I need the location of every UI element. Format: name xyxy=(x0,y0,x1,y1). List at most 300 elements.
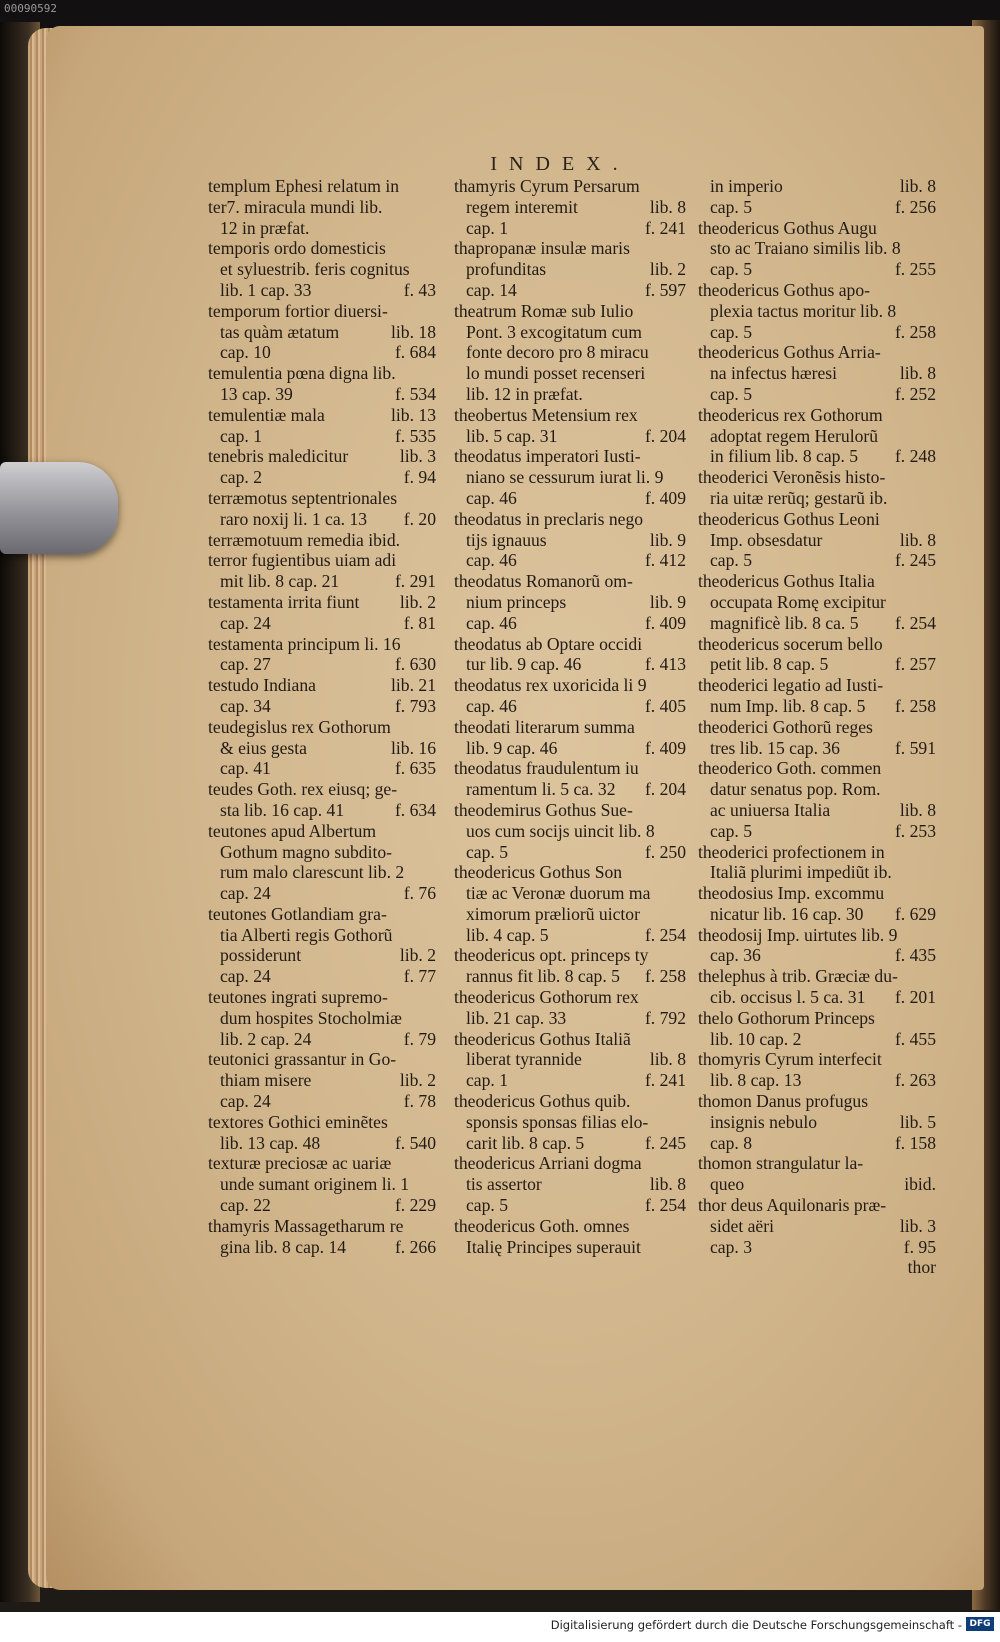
index-entry-line xyxy=(454,1237,686,1258)
index-entry-line xyxy=(454,1008,686,1029)
entry-text: cib. occisus l. 5 ca. 31 xyxy=(710,987,866,1008)
index-entry-line xyxy=(454,634,686,655)
index-entry-line xyxy=(208,197,436,218)
index-entry-line xyxy=(454,717,686,738)
entry-text: theodericus Arriani dogma xyxy=(454,1153,642,1174)
index-entry-line xyxy=(454,509,686,530)
entry-text: plexia tactus moritur lib. 8 xyxy=(710,300,897,321)
index-entry-line xyxy=(454,301,686,322)
entry-ref: lib. 16 xyxy=(391,737,436,758)
entry-text: temulentia pœna digna lib. xyxy=(208,363,396,384)
entry-text: theodericus Gothus Augu xyxy=(698,217,877,238)
entry-text: lo mundi posset recenseri xyxy=(466,363,646,384)
index-entry-line xyxy=(698,738,936,759)
index-entry-line xyxy=(698,467,936,488)
index-entry-line xyxy=(208,176,436,197)
index-entry-line xyxy=(454,1070,686,1091)
index-entry-line xyxy=(698,779,936,800)
entry-text: theoderici Gothorũ reges xyxy=(698,716,873,737)
entry-ref: thor xyxy=(907,1257,936,1278)
entry-text: thomon strangulatur la- xyxy=(698,1153,864,1174)
index-entry-line xyxy=(698,363,936,384)
index-entry-line xyxy=(698,634,936,655)
entry-ref: lib. 8 xyxy=(649,196,686,217)
index-entry-line xyxy=(208,384,436,405)
index-entry-line xyxy=(208,904,436,925)
index-entry-line xyxy=(208,883,436,904)
entry-text: theoderici legatio ad Iusti- xyxy=(698,675,884,696)
index-entry-line xyxy=(698,301,936,322)
dfg-logo: DFG xyxy=(966,1617,994,1631)
index-entry-line xyxy=(698,509,936,530)
index-entry-line xyxy=(208,779,436,800)
entry-ref: f. 258 xyxy=(894,321,936,342)
entry-text: lib. 12 in præfat. xyxy=(466,383,583,404)
index-entry-line xyxy=(454,654,686,675)
index-entry-line xyxy=(454,883,686,904)
entry-ref: f. 412 xyxy=(644,550,686,571)
entry-text: cap. 46 xyxy=(466,487,517,508)
entry-ref: f. 291 xyxy=(394,571,436,592)
entry-ref: lib. 8 xyxy=(899,799,936,820)
entry-text: cap. 22 xyxy=(220,1195,271,1216)
entry-ref: lib. 3 xyxy=(399,446,436,467)
entry-text: theoderici Veronẽsis histo- xyxy=(698,467,886,488)
entry-text: ramentum li. 5 ca. 32 xyxy=(466,779,616,800)
entry-text: teudegislus rex Gothorum xyxy=(208,716,391,737)
index-entry-line xyxy=(454,322,686,343)
index-entry-line xyxy=(454,176,686,197)
entry-text: magnificè lib. 8 ca. 5 xyxy=(710,612,859,633)
index-entry-line xyxy=(454,987,686,1008)
index-entry-line xyxy=(698,966,936,987)
index-entry-line xyxy=(698,945,936,966)
entry-ref: lib. 8 xyxy=(899,176,936,196)
entry-text: terræmotuum remedia ibid. xyxy=(208,529,401,550)
index-entry-line xyxy=(698,1257,936,1278)
index-entry-line xyxy=(698,1112,936,1133)
index-entry-line xyxy=(208,1237,436,1258)
index-entry-line xyxy=(698,696,936,717)
index-entry-line xyxy=(454,925,686,946)
index-entry-line xyxy=(698,446,936,467)
entry-text: carit lib. 8 cap. 5 xyxy=(466,1132,585,1153)
entry-text: tenebris maledicitur xyxy=(208,446,349,467)
entry-text: testamenta principum li. 16 xyxy=(208,633,401,654)
index-entry-line xyxy=(454,1133,686,1154)
entry-text: & eius gesta xyxy=(220,737,307,758)
entry-text: et syluestrib. feris cognitus xyxy=(220,259,410,280)
scan-topbar xyxy=(0,0,1000,28)
entry-text: theodemirus Gothus Sue- xyxy=(454,799,633,820)
entry-ref: f. 793 xyxy=(394,695,436,716)
entry-text: lib. 1 cap. 33 xyxy=(220,279,312,300)
entry-text: templum Ephesi relatum in xyxy=(208,176,400,196)
index-entry-line xyxy=(698,1237,936,1258)
index-entry-line xyxy=(698,530,936,551)
entry-text: Italiã plurimi impediũt ib. xyxy=(710,862,892,883)
entry-text: cap. 34 xyxy=(220,695,271,716)
index-entry-line xyxy=(208,1216,436,1237)
index-entry-line xyxy=(698,842,936,863)
entry-text: Gothum magno subdito- xyxy=(220,841,393,862)
entry-text: teutones apud Albertum xyxy=(208,820,377,841)
entry-text: theodatus fraudulentum iu xyxy=(454,758,639,779)
entry-ref: f. 455 xyxy=(894,1028,936,1049)
index-entry-line xyxy=(208,1091,436,1112)
entry-text: cap. 46 xyxy=(466,612,517,633)
entry-ref: f. 597 xyxy=(644,279,686,300)
index-entry-line xyxy=(454,800,686,821)
index-entry-line xyxy=(454,945,686,966)
entry-ref: lib. 8 xyxy=(649,1049,686,1070)
index-column-3 xyxy=(698,176,936,1278)
entry-text: theodericus rex Gothorum xyxy=(698,404,883,425)
entry-text: tiæ ac Veronæ duorum ma xyxy=(466,883,651,904)
scan-id: 00090592 xyxy=(4,2,57,15)
index-entry-line xyxy=(454,280,686,301)
entry-text: ac uniuersa Italia xyxy=(710,799,831,820)
entry-text: sto ac Traiano similis lib. 8 xyxy=(710,238,901,259)
entry-text: theodericus Gothus apo- xyxy=(698,279,870,300)
index-entry-line xyxy=(698,197,936,218)
index-column-2 xyxy=(454,176,686,1257)
entry-ref: f. 534 xyxy=(394,383,436,404)
entry-ref: f. 540 xyxy=(394,1132,436,1153)
entry-ref: f. 634 xyxy=(394,799,436,820)
entry-ref: f. 792 xyxy=(644,1007,686,1028)
index-entry-line xyxy=(698,883,936,904)
digitization-footer xyxy=(0,1612,1000,1642)
index-entry-line xyxy=(208,1174,436,1195)
entry-text: sta lib. 16 cap. 41 xyxy=(220,799,345,820)
entry-text: mit lib. 8 cap. 21 xyxy=(220,571,340,592)
index-entry-line xyxy=(454,446,686,467)
entry-text: thelephus à trib. Græciæ du- xyxy=(698,966,898,987)
entry-text: cap. 1 xyxy=(466,217,509,238)
entry-text: theodatus Romanorũ om- xyxy=(454,571,633,592)
index-entry-line xyxy=(454,592,686,613)
index-entry-line xyxy=(454,821,686,842)
entry-ref: lib. 2 xyxy=(399,945,436,966)
entry-ref: lib. 8 xyxy=(899,363,936,384)
index-entry-line xyxy=(454,571,686,592)
entry-text: nicatur lib. 16 cap. 30 xyxy=(710,903,864,924)
entry-text: theodericus Gothus Italiã xyxy=(454,1028,631,1049)
index-entry-line xyxy=(454,405,686,426)
entry-ref: f. 43 xyxy=(403,279,436,300)
entry-text: testudo Indiana xyxy=(208,675,316,696)
entry-text: cap. 1 xyxy=(466,1070,509,1091)
entry-ref: lib. 3 xyxy=(899,1215,936,1236)
entry-text: cap. 5 xyxy=(466,1195,509,1216)
entry-ref: lib. 5 xyxy=(899,1111,936,1132)
entry-ref: f. 245 xyxy=(644,1132,686,1153)
index-entry-line xyxy=(208,509,436,530)
index-entry-line xyxy=(698,1049,936,1070)
index-entry-line xyxy=(698,1091,936,1112)
index-entry-line xyxy=(454,218,686,239)
index-entry-line xyxy=(208,488,436,509)
entry-ref: f. 629 xyxy=(894,903,936,924)
entry-ref: f. 409 xyxy=(644,487,686,508)
index-entry-line xyxy=(208,821,436,842)
index-entry-line xyxy=(208,862,436,883)
index-entry-line xyxy=(454,904,686,925)
index-entry-line xyxy=(454,1049,686,1070)
index-entry-line xyxy=(698,238,936,259)
index-entry-line xyxy=(454,197,686,218)
entry-text: lib. 13 cap. 48 xyxy=(220,1132,321,1153)
index-entry-line xyxy=(698,426,936,447)
entry-text: tia Alberti regis Gothorũ xyxy=(220,924,393,945)
entry-text: raro noxij li. 1 ca. 13 xyxy=(220,508,368,529)
entry-text: liberat tyrannide xyxy=(466,1049,582,1070)
entry-text: textores Gothici eminẽtes xyxy=(208,1111,388,1132)
entry-text: num Imp. lib. 8 cap. 5 xyxy=(710,695,866,716)
entry-text: cap. 46 xyxy=(466,550,517,571)
entry-text: na infectus hæresi xyxy=(710,363,838,384)
entry-text: adoptat regem Herulorũ xyxy=(710,425,879,446)
index-entry-line xyxy=(208,467,436,488)
entry-ref: f. 591 xyxy=(894,737,936,758)
entry-text: cap. 5 xyxy=(710,259,753,280)
entry-text: cap. 41 xyxy=(220,758,271,779)
entry-text: theodericus socerum bello xyxy=(698,633,883,654)
index-entry-line xyxy=(454,1029,686,1050)
entry-text: theodericus Gothus quib. xyxy=(454,1091,631,1112)
index-entry-line xyxy=(208,717,436,738)
index-entry-line xyxy=(454,1216,686,1237)
entry-text: lib. 9 cap. 46 xyxy=(466,737,558,758)
index-entry-line xyxy=(698,280,936,301)
index-entry-line xyxy=(208,592,436,613)
index-entry-line xyxy=(208,363,436,384)
entry-ref: f. 535 xyxy=(394,425,436,446)
index-entry-line xyxy=(208,1153,436,1174)
entry-ref: f. 684 xyxy=(394,342,436,363)
entry-text: temulentiæ mala xyxy=(208,404,325,425)
entry-text: theodericus Gothorum rex xyxy=(454,987,639,1008)
entry-text: theodosij Imp. uirtutes lib. 9 xyxy=(698,924,898,945)
entry-text: ximorum præliorũ uictor xyxy=(466,903,640,924)
entry-text: theodericus opt. princeps ty xyxy=(454,945,649,966)
entry-text: possiderunt xyxy=(220,945,302,966)
entry-ref: f. 245 xyxy=(894,550,936,571)
entry-text: insignis nebulo xyxy=(710,1111,818,1132)
entry-text: sidet aëri xyxy=(710,1215,774,1236)
index-entry-line xyxy=(454,488,686,509)
entry-text: cap. 24 xyxy=(220,1091,271,1112)
entry-text: temporis ordo domesticis xyxy=(208,238,386,259)
index-entry-line xyxy=(698,925,936,946)
index-entry-line xyxy=(454,342,686,363)
entry-text: rum malo clarescunt lib. 2 xyxy=(220,862,405,883)
index-entry-line xyxy=(208,238,436,259)
entry-text: Pont. 3 excogitatum cum xyxy=(466,321,642,342)
entry-text: theodericus Gothus Italia xyxy=(698,571,875,592)
entry-ref: f. 94 xyxy=(403,467,436,488)
index-entry-line xyxy=(208,322,436,343)
index-entry-line xyxy=(698,1216,936,1237)
index-entry-line xyxy=(208,945,436,966)
entry-text: lib. 8 cap. 13 xyxy=(710,1070,802,1091)
index-entry-line xyxy=(208,925,436,946)
entry-text: cap. 1 xyxy=(220,425,263,446)
entry-ref: f. 409 xyxy=(644,737,686,758)
index-entry-line xyxy=(698,1008,936,1029)
entry-text: Imp. obsesdatur xyxy=(710,529,823,550)
entry-text: cap. 46 xyxy=(466,695,517,716)
entry-text: cap. 5 xyxy=(710,550,753,571)
entry-text: lib. 4 cap. 5 xyxy=(466,924,549,945)
entry-text: theodatus in preclaris nego xyxy=(454,508,644,529)
entry-text: tis assertor xyxy=(466,1174,542,1195)
entry-ref: f. 255 xyxy=(894,259,936,280)
entry-ref: f. 635 xyxy=(394,758,436,779)
index-entry-line xyxy=(454,1091,686,1112)
index-entry-line xyxy=(208,634,436,655)
index-entry-line xyxy=(454,1195,686,1216)
index-entry-line xyxy=(698,1029,936,1050)
index-entry-line xyxy=(454,966,686,987)
entry-text: thor deus Aquilonaris præ- xyxy=(698,1195,887,1216)
entry-text: teutones Gotlandiam gra- xyxy=(208,903,387,924)
entry-ref: f. 77 xyxy=(403,966,436,987)
index-entry-line xyxy=(698,550,936,571)
entry-text: queo xyxy=(710,1174,745,1195)
index-entry-line xyxy=(208,675,436,696)
entry-text: cap. 8 xyxy=(710,1132,753,1153)
entry-ref: lib. 8 xyxy=(649,1174,686,1195)
entry-text: nium princeps xyxy=(466,591,567,612)
index-entry-line xyxy=(698,488,936,509)
index-entry-line xyxy=(454,738,686,759)
entry-ref: ibid. xyxy=(904,1174,936,1195)
entry-ref: f. 158 xyxy=(894,1132,936,1153)
entry-ref: f. 409 xyxy=(644,612,686,633)
entry-text: regem interemit xyxy=(466,196,578,217)
entry-text: texturæ preciosæ ac uariæ xyxy=(208,1153,392,1174)
index-entry-line xyxy=(454,675,686,696)
index-entry-line xyxy=(208,280,436,301)
entry-text: datur senatus pop. Rom. xyxy=(710,779,881,800)
index-entry-line xyxy=(698,862,936,883)
index-entry-line xyxy=(698,758,936,779)
entry-ref: f. 413 xyxy=(644,654,686,675)
entry-text: ria uitæ rerũq; gestarũ ib. xyxy=(710,487,888,508)
index-entry-line xyxy=(698,259,936,280)
entry-text: thamyris Cyrum Persarum xyxy=(454,176,640,196)
index-entry-line xyxy=(208,301,436,322)
entry-text: fonte decoro pro 8 miracu xyxy=(466,342,649,363)
entry-text: cap. 27 xyxy=(220,654,271,675)
index-entry-line xyxy=(698,571,936,592)
index-entry-line xyxy=(698,1153,936,1174)
index-entry-line xyxy=(208,738,436,759)
entry-text: lib. 5 cap. 31 xyxy=(466,425,558,446)
index-entry-line xyxy=(208,530,436,551)
entry-ref: lib. 9 xyxy=(649,591,686,612)
entry-text: terror fugientibus uiam adi xyxy=(208,550,397,571)
index-entry-line xyxy=(454,1153,686,1174)
entry-text: terræmotus septentrionales xyxy=(208,487,398,508)
index-entry-line xyxy=(454,1112,686,1133)
index-entry-line xyxy=(454,862,686,883)
entry-text: theatrum Romæ sub Iulio xyxy=(454,300,634,321)
entry-ref: lib. 13 xyxy=(391,404,436,425)
index-entry-line xyxy=(698,592,936,613)
index-entry-line xyxy=(208,758,436,779)
entry-text: theoderico Goth. commen xyxy=(698,758,882,779)
entry-ref: f. 204 xyxy=(644,425,686,446)
index-entry-line xyxy=(698,1195,936,1216)
entry-ref: f. 20 xyxy=(403,508,436,529)
index-entry-line xyxy=(208,842,436,863)
index-entry-line xyxy=(698,1174,936,1195)
entry-ref: f. 253 xyxy=(894,820,936,841)
entry-ref: f. 78 xyxy=(403,1091,436,1112)
index-entry-line xyxy=(454,779,686,800)
entry-ref: f. 254 xyxy=(644,1195,686,1216)
index-entry-line xyxy=(208,987,436,1008)
entry-ref: f. 252 xyxy=(894,383,936,404)
entry-text: thapropanæ insulæ maris xyxy=(454,238,630,259)
entry-ref: f. 250 xyxy=(644,841,686,862)
index-entry-line xyxy=(454,530,686,551)
entry-text: theobertus Metensium rex xyxy=(454,404,638,425)
entry-text: teutones ingrati supremo- xyxy=(208,987,388,1008)
entry-text: dum hospites Stocholmiæ xyxy=(220,1007,402,1028)
metal-clasp xyxy=(0,462,118,554)
index-entry-line xyxy=(698,1133,936,1154)
entry-text: cap. 5 xyxy=(710,196,753,217)
entry-text: cap. 36 xyxy=(710,945,761,966)
index-entry-line xyxy=(454,613,686,634)
index-entry-line xyxy=(698,342,936,363)
entry-text: in filium lib. 8 cap. 5 xyxy=(710,446,859,467)
entry-text: lib. 10 cap. 2 xyxy=(710,1028,802,1049)
entry-text: cap. 24 xyxy=(220,883,271,904)
index-entry-line xyxy=(208,1049,436,1070)
entry-text: thiam misere xyxy=(220,1070,312,1091)
entry-text: theodericus Goth. omnes xyxy=(454,1215,630,1236)
index-entry-line xyxy=(698,987,936,1008)
index-column-1 xyxy=(208,176,436,1257)
entry-text: lib. 21 cap. 33 xyxy=(466,1007,567,1028)
index-entry-line xyxy=(208,1070,436,1091)
entry-ref: f. 76 xyxy=(403,883,436,904)
index-entry-line xyxy=(208,446,436,467)
index-entry-line xyxy=(698,675,936,696)
entry-text: theodericus Gothus Leoni xyxy=(698,508,880,529)
entry-ref: f. 258 xyxy=(644,966,686,987)
entry-text: cap. 14 xyxy=(466,279,517,300)
index-entry-line xyxy=(208,1008,436,1029)
index-entry-line xyxy=(698,654,936,675)
page-header xyxy=(0,153,1000,176)
entry-ref: f. 204 xyxy=(644,779,686,800)
index-entry-line xyxy=(208,696,436,717)
entry-text: theodericus Gothus Son xyxy=(454,862,623,883)
entry-ref: f. 79 xyxy=(403,1028,436,1049)
entry-ref: f. 81 xyxy=(403,612,436,633)
entry-text: cap. 5 xyxy=(710,383,753,404)
entry-ref: f. 229 xyxy=(394,1195,436,1216)
index-entry-line xyxy=(698,1070,936,1091)
index-entry-line xyxy=(208,800,436,821)
entry-ref: lib. 18 xyxy=(391,321,436,342)
